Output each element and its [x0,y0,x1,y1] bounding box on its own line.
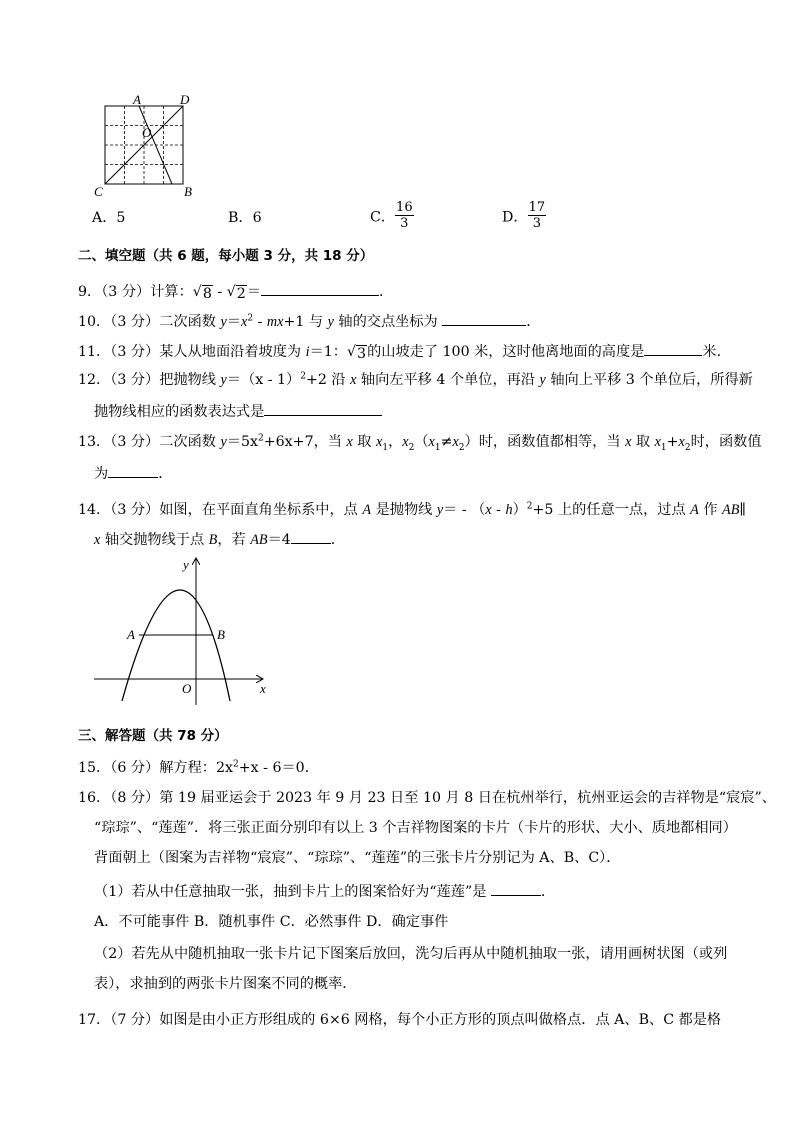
q15: 15．（6 分）解方程：$2x^2+x - 6=0$． [78,759,319,776]
q16-line3: 背面朝上（图案为吉祥物“宸宸”、“琮琮”、“莲莲”的三张卡片分别记为 A、B、C）． [94,850,621,866]
label-a: A [127,627,135,642]
q10: 10．（3 分）二次函数 $y=x^2 - mx+1$ 与 y 轴的交点坐标为 ． [78,310,540,332]
q13-line1: 13．（3 分）二次函数 $y=5x^2+6x+7$，当 x 取 $x_1$，$x_2(x_1\ne x_2)$时，函数值都相等，当 x 取 $x_1+x_2$时，函数值 [78,433,762,453]
q9-answer-blank[interactable] [261,280,379,296]
q12-line1: 12．（3 分）把抛物线 y＝（x - 1）$^2$+2 沿 x 轴向左平移 4 个单位，再沿 y 轴向上平移 3 个单位后，所得新 [78,371,753,388]
q14-line2: x 轴交抛物线于点 B，若 AB＝4 ． [94,528,345,550]
q8-option-c: C． $\frac{16}{3}$ [370,200,413,231]
q11: 11．（3 分）某人从地面沿着坡度为 i＝1：√ 3 的山坡走了 100 米，这时他离地面的高度是 米． [78,340,731,362]
parabola-curve [122,590,230,701]
axis-label-x: x [260,681,266,696]
square-grid-figure [92,92,202,202]
q16-sub2-line2: 表），求抽到的两张卡片图案不同的概率． [94,976,357,992]
q13-line2: 为 ． [94,462,172,484]
label-d: D [180,92,190,107]
q8-option-a: A．5 [92,210,126,226]
q16-sub2-line1: （2）若先从中随机抽取一张卡片记下图案后放回，洗匀后再从中随机抽取一张，请用画树状图（或列 [94,946,728,962]
q10-answer-blank[interactable] [442,310,526,326]
axis-label-y: y [183,557,189,572]
q16-answer-blank[interactable] [491,880,541,896]
q16-line1: 16．（8 分）第 19 届亚运会于 2023 年 9 月 23 日至 10 月 8 日在杭州举行，杭州亚运会的吉祥物是“宸宸”、 [78,790,776,806]
parabola-figure [90,553,280,708]
origin-label: O [182,681,192,696]
label-c: C [94,184,103,199]
q14-line1: 14．（3 分）如图，在平面直角坐标系中，点 A 是抛物线 y＝ - （x - h）$^2$+5 上的任意一点，过点 A 作 AB∥ [78,501,746,518]
q13-answer-blank[interactable] [108,462,158,478]
q14-answer-blank[interactable] [291,528,331,544]
q16-choices: A．不可能事件 B．随机事件 C．必然事件 D．确定事件 [94,914,449,930]
q8-option-b: B．6 [228,210,262,226]
section3-title: 三、解答题（共 78 分） [78,728,228,744]
q8-option-d: D． $\frac{17}{3}$ [502,200,546,231]
section2-title: 二、填空题（共 6 题，每小题 3 分，共 18 分） [78,248,374,264]
q11-answer-blank[interactable] [644,340,702,356]
label-b: B [217,627,225,642]
q12-answer-blank[interactable] [264,400,382,416]
q12-line2: 抛物线相应的函数表达式是 [94,400,382,422]
label-a: A [133,92,141,107]
q16-sub1: （1）若从中任意抽取一张，抽到卡片上的图案恰好为“莲莲”是 ． [94,880,555,902]
label-b: B [184,184,192,199]
q9: 9．（3 分）计算：√ 8 - √ 2 ＝ ． [78,280,393,302]
q17-line1: 17．（7 分）如图是由小正方形组成的 6×6 网格，每个小正方形的顶点叫做格点．点 A、B、C 都是格 [78,1012,722,1028]
q16-line2: “琮琮”、“莲莲”．将三张正面分别印有以上 3 个吉祥物图案的卡片（卡片的形状、大小、质地都相同） [94,820,737,836]
label-o: O [142,125,152,140]
